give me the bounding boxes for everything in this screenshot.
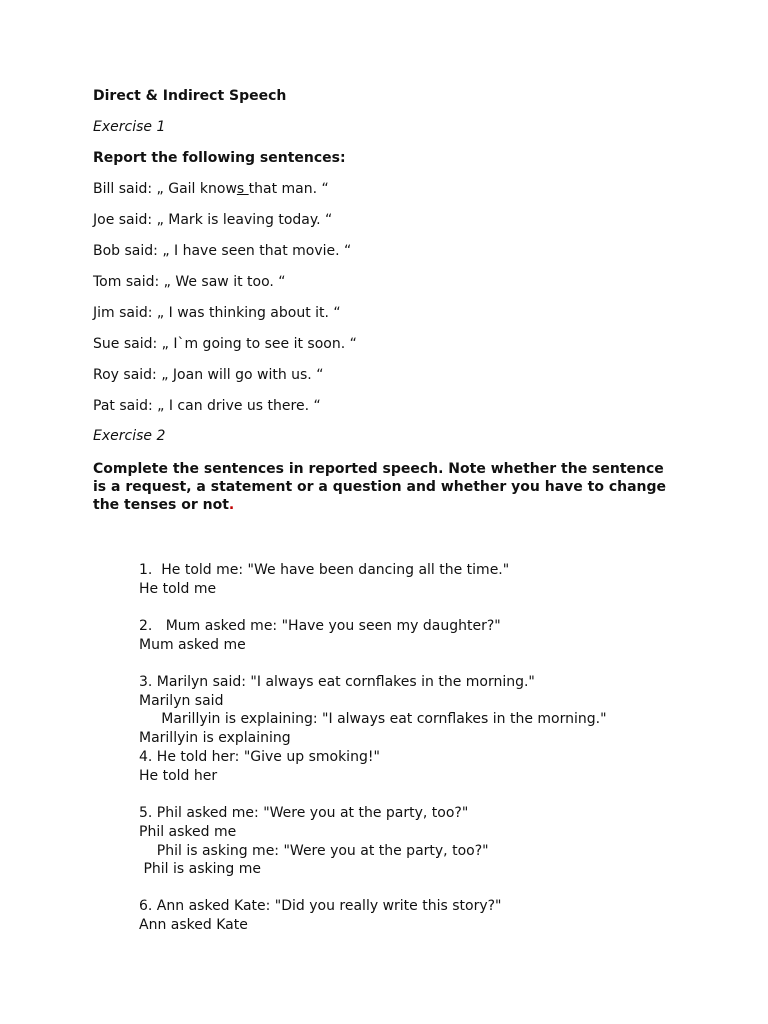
exercise-2-line: He told her	[139, 768, 218, 784]
exercise-2-line: 1. He told me: "We have been dancing all the time."	[139, 562, 510, 578]
exercise-1-item: Sue said: „ I`m going to see it soon. “	[93, 336, 357, 352]
exercise-2-line: Phil is asking me	[139, 861, 261, 877]
item-text: that man. “	[248, 181, 329, 197]
exercise-2-line: Mum asked me	[139, 637, 246, 653]
exercise-2-line: Phil is asking me: "Were you at the party, too?"	[139, 843, 489, 859]
exercise-2-instruction-line	[93, 496, 234, 514]
exercise-1-item: Jim said: „ I was thinking about it. “	[93, 305, 341, 321]
exercise-1-item: Pat said: „ I can drive us there. “	[93, 398, 321, 414]
exercise-1-item	[93, 180, 329, 198]
exercise-2-line: Ann asked Kate	[139, 917, 248, 933]
exercise-2-line: Phil asked me	[139, 824, 237, 840]
exercise-2-instruction-line: is a request, a statement or a question and whether you have to change	[93, 479, 667, 495]
item-text: Bill said: „ Gail know	[93, 181, 237, 197]
exercise-2-line: 2. Mum asked me: "Have you seen my daughter?"	[139, 618, 501, 634]
exercise-2-line: 5. Phil asked me: "Were you at the party, too?"	[139, 805, 469, 821]
exercise-2-line: 6. Ann asked Kate: "Did you really write this story?"	[139, 898, 502, 914]
instruction-text: the tenses or not	[93, 497, 229, 513]
underlined-text: s	[236, 181, 249, 197]
exercise-2-line: 4. He told her: "Give up smoking!"	[139, 749, 380, 765]
exercise-2-heading: Exercise 2	[93, 428, 166, 444]
exercise-2-line: Marilyn said	[139, 693, 224, 709]
document-title: Direct & Indirect Speech	[93, 88, 287, 104]
exercise-1-item: Tom said: „ We saw it too. “	[93, 274, 286, 290]
exercise-1-instruction: Report the following sentences:	[93, 150, 346, 166]
exercise-1-item: Bob said: „ I have seen that movie. “	[93, 243, 352, 259]
exercise-2-line: 3. Marilyn said: "I always eat cornflakes in the morning."	[139, 674, 535, 690]
exercise-1-item: Roy said: „ Joan will go with us. “	[93, 367, 324, 383]
exercise-2-line: Marillyin is explaining: "I always eat cornflakes in the morning."	[139, 711, 607, 727]
exercise-2-line: Marillyin is explaining	[139, 730, 291, 746]
exercise-2-line: He told me	[139, 581, 217, 597]
red-period: .	[228, 497, 235, 513]
exercise-1-heading: Exercise 1	[93, 119, 166, 135]
exercise-1-item: Joe said: „ Mark is leaving today. “	[93, 212, 333, 228]
exercise-2-instruction-line: Complete the sentences in reported speech. Note whether the sentence	[93, 461, 664, 477]
